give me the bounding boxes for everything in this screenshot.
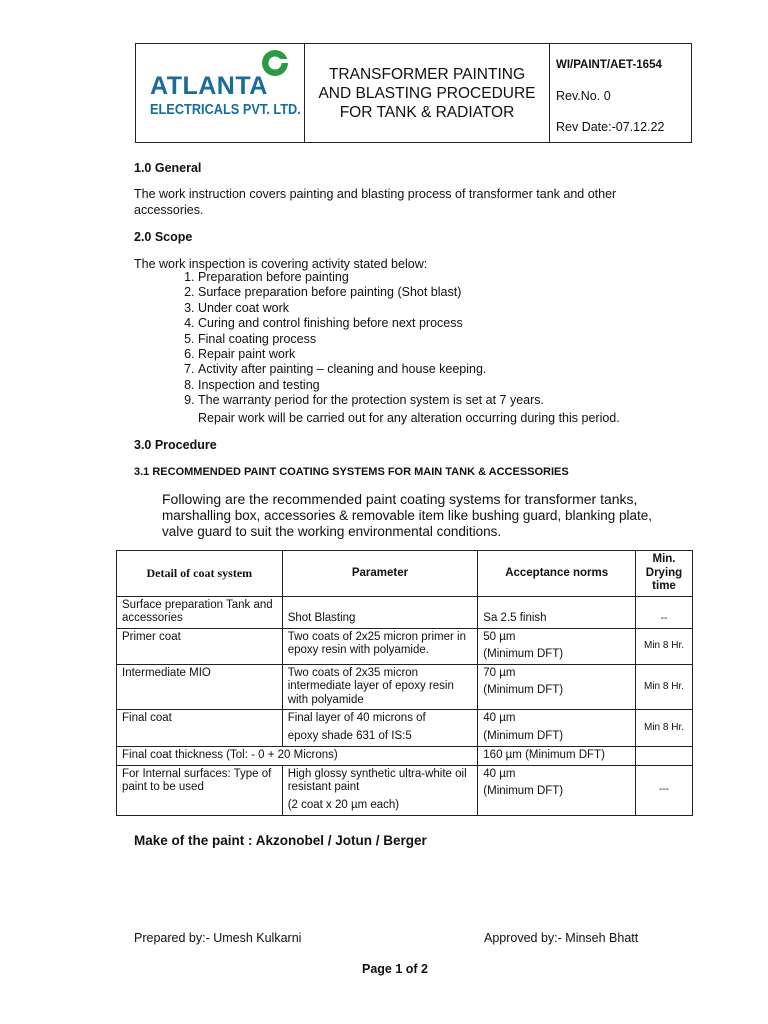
list-item: 6. Repair paint work	[198, 347, 544, 362]
general-text-line2: accessories.	[134, 203, 204, 217]
procedure-para-line2: marshalling box, accessories & removable item like bushing guard, blanking plate,	[162, 508, 653, 523]
list-item: 4. Curing and control finishing before next process	[198, 316, 544, 331]
param-line: epoxy shade 631 of IS:5	[287, 729, 412, 742]
list-item: 7. Activity after painting – cleaning and house keeping.	[198, 362, 544, 377]
procedure-subheading: 3.1 RECOMMENDED PAINT COATING SYSTEMS FOR MAIN TANK & ACCESSORIES	[134, 466, 569, 478]
norm-value: 70 µm	[483, 666, 516, 679]
table-cell	[478, 664, 636, 710]
procedure-para-line3: valve guard to suit the working environmental conditions.	[162, 524, 502, 539]
table-row	[117, 710, 693, 747]
logo-name: ATLANTA	[150, 72, 268, 100]
norm-value: 40 µm	[483, 767, 516, 780]
document-meta	[550, 44, 691, 142]
column-header: Min. Drying time	[636, 551, 693, 597]
table-cell: Shot Blasting	[282, 596, 478, 628]
column-header: Parameter	[282, 551, 478, 597]
general-text-line1: The work instruction covers painting and blasting process of transformer tank and other	[134, 187, 617, 201]
table-row	[117, 664, 693, 710]
logo-subtitle: ELECTRICALS PVT. LTD.	[150, 102, 301, 118]
paint-coating-table	[116, 550, 693, 816]
norm-note: (Minimum DFT)	[483, 648, 564, 660]
table-cell	[478, 710, 636, 747]
table-row	[117, 765, 693, 815]
paint-make: Make of the paint : Akzonobel / Jotun / Berger	[134, 833, 427, 848]
scope-list	[178, 270, 544, 409]
table-row	[117, 747, 693, 766]
param-line: (2 coat x 20 µm each)	[287, 798, 400, 811]
table-cell: For Internal surfaces: Type of paint to be used	[117, 765, 283, 815]
list-item: 2. Surface preparation before painting (Shot blast)	[198, 285, 544, 300]
norm-note: (Minimum DFT)	[483, 785, 564, 797]
section-general-heading: 1.0 General	[134, 161, 202, 175]
table-row	[117, 596, 693, 628]
param-line: High glossy synthetic ultra-white oil resistant paint	[287, 767, 467, 793]
column-header: Detail of coat system	[117, 551, 283, 597]
section-scope-heading: 2.0 Scope	[134, 230, 193, 244]
doc-number: WI/PAINT/AET-1654	[556, 59, 662, 71]
norm-note: (Minimum DFT)	[483, 684, 564, 696]
table-header-row	[117, 551, 693, 597]
document-header	[135, 43, 692, 143]
table-cell: Sa 2.5 finish	[478, 596, 636, 628]
table-cell: Primer coat	[117, 628, 283, 664]
table-cell: Min 8 Hr.	[636, 664, 693, 710]
list-item: 5. Final coating process	[198, 332, 544, 347]
table-cell: Two coats of 2x25 micron primer in epoxy resin with polyamide.	[282, 628, 478, 664]
table-cell: --	[636, 596, 693, 628]
company-logo	[136, 44, 305, 142]
table-cell	[478, 765, 636, 815]
list-item: 8. Inspection and testing	[198, 378, 544, 393]
list-item: 1. Preparation before painting	[198, 270, 544, 285]
table-cell: Surface preparation Tank and accessories	[117, 596, 283, 628]
approved-by: Approved by:- Minseh Bhatt	[484, 931, 639, 945]
list-item: 3. Under coat work	[198, 301, 544, 316]
norm-value: 50 µm	[483, 630, 516, 643]
table-cell: ---	[636, 765, 693, 815]
norm-value: 40 µm	[483, 712, 516, 724]
table-cell: Intermediate MIO	[117, 664, 283, 710]
table-cell	[282, 710, 478, 747]
page-number: Page 1 of 2	[362, 962, 428, 976]
revision-date: Rev Date:-07.12.22	[556, 120, 665, 134]
column-header: Acceptance norms	[478, 551, 636, 597]
scope-item9-continuation: Repair work will be carried out for any alteration occurring during this period.	[198, 411, 620, 425]
table-cell	[478, 628, 636, 664]
table-cell: Final coat thickness (Tol: - 0 + 20 Microns)	[117, 747, 478, 766]
table-cell	[282, 765, 478, 815]
norm-note: (Minimum DFT)	[483, 729, 564, 742]
scope-intro: The work inspection is covering activity stated below:	[134, 257, 428, 271]
prepared-by: Prepared by:- Umesh Kulkarni	[134, 931, 302, 945]
document-title: TRANSFORMER PAINTING AND BLASTING PROCEDURE FOR TANK & RADIATOR	[305, 44, 550, 142]
list-item: 9. The warranty period for the protection system is set at 7 years.	[198, 393, 544, 408]
param-line: Final layer of 40 microns of	[287, 712, 426, 724]
section-procedure-heading: 3.0 Procedure	[134, 438, 217, 452]
table-cell: Min 8 Hr.	[636, 710, 693, 747]
table-cell: Final coat	[117, 710, 283, 747]
revision-number: Rev.No. 0	[556, 89, 611, 103]
table-cell: Min 8 Hr.	[636, 628, 693, 664]
table-cell: 160 µm (Minimum DFT)	[478, 747, 636, 766]
table-cell	[636, 747, 693, 766]
table-row	[117, 628, 693, 664]
table-cell: Two coats of 2x35 micron intermediate layer of epoxy resin with polyamide	[282, 664, 478, 710]
procedure-para-line1: Following are the recommended paint coating systems for transformer tanks,	[162, 491, 638, 507]
